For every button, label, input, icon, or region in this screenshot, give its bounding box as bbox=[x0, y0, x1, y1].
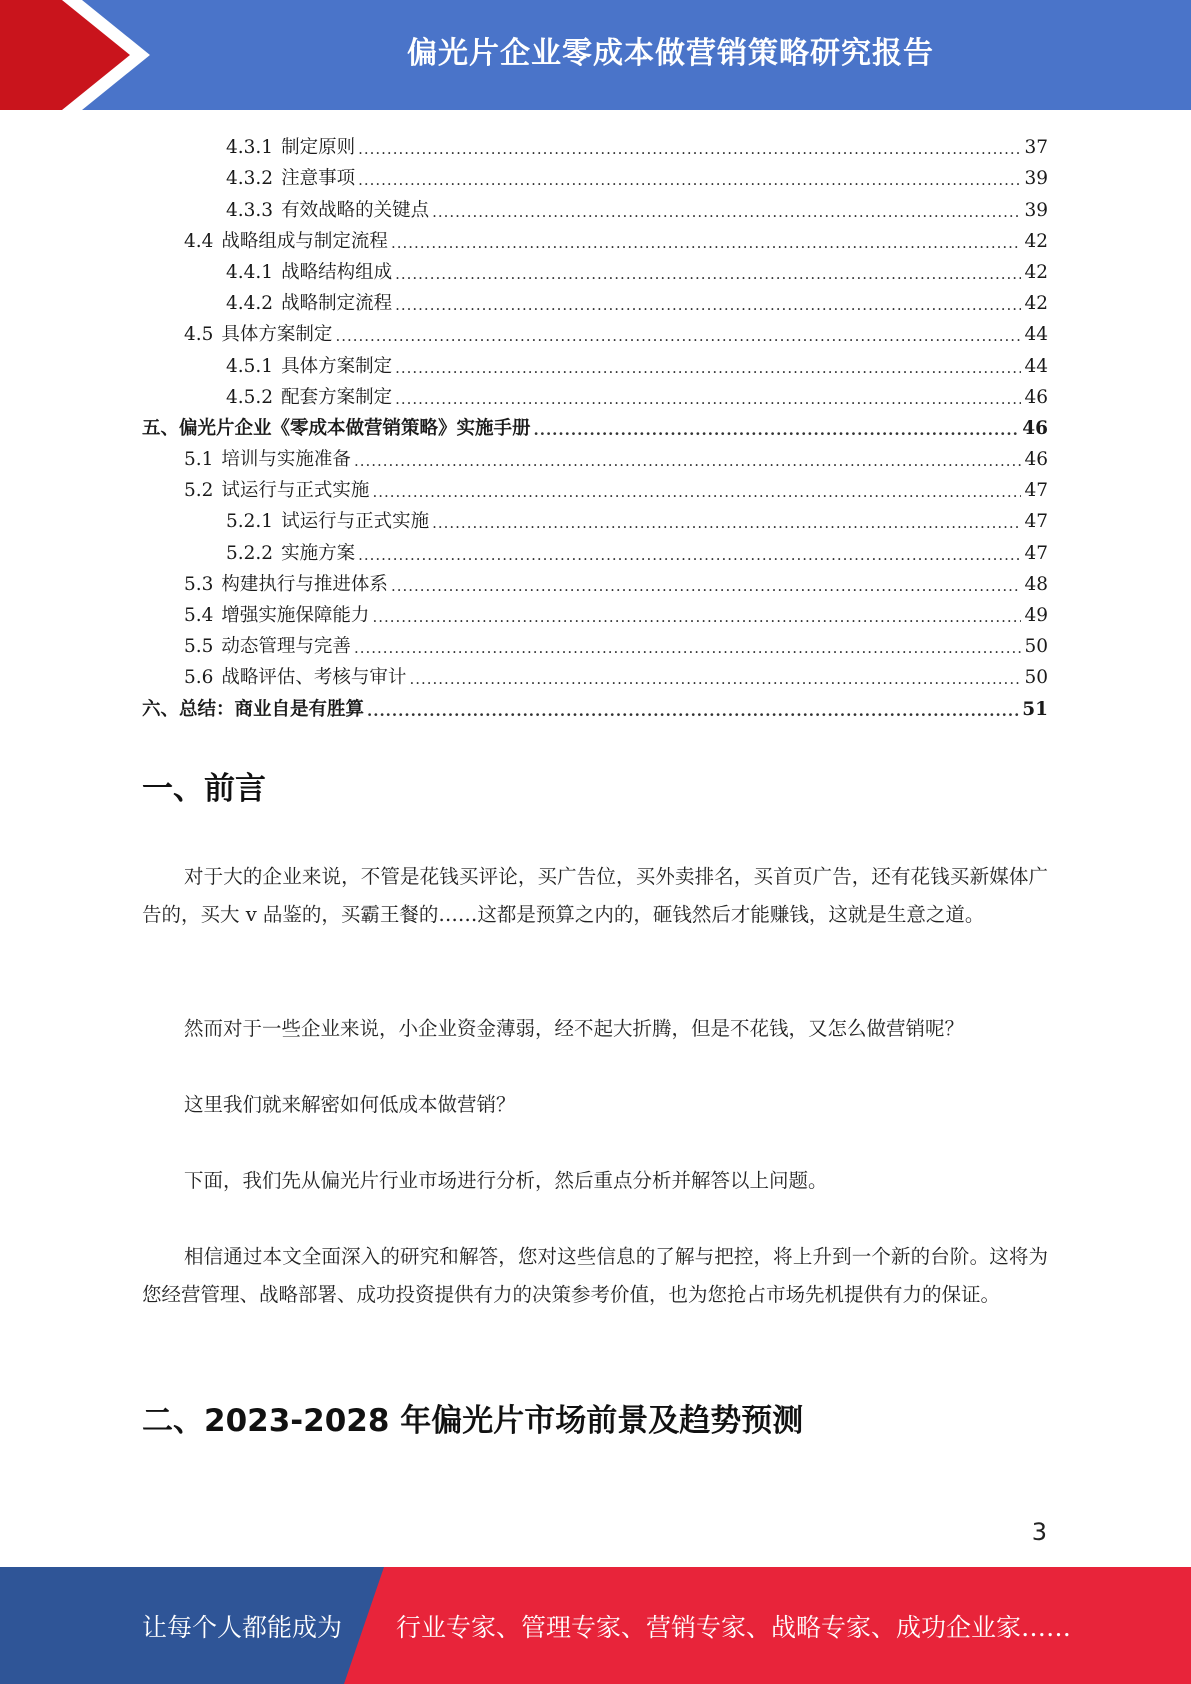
toc-entry-page: 50 bbox=[1024, 667, 1048, 689]
toc-entry-title: 增强实施保障能力 bbox=[221, 605, 370, 626]
toc-entry[interactable] bbox=[142, 159, 1048, 190]
toc-entry-page: 39 bbox=[1024, 168, 1048, 190]
toc-entry-number: 5.2.1 bbox=[226, 511, 274, 533]
toc-entry-page: 47 bbox=[1024, 542, 1048, 564]
toc-entry-title: 具体方案制定 bbox=[281, 355, 393, 377]
toc-entry[interactable] bbox=[142, 627, 1048, 658]
table-of-contents bbox=[142, 128, 1048, 721]
toc-entry-page: 39 bbox=[1024, 199, 1048, 221]
section-heading-preface: 一、前言 bbox=[142, 771, 266, 807]
page-footer bbox=[0, 1567, 1191, 1684]
preface-paragraph-4: 下面，我们先从偏光片行业市场进行分析，然后重点分析并解答以上问题。 bbox=[184, 1169, 828, 1192]
toc-entry-title: 注意事项 bbox=[281, 168, 356, 190]
report-title: 偏光片企业零成本做营销策略研究报告 bbox=[407, 36, 934, 71]
toc-entry[interactable] bbox=[142, 284, 1048, 315]
toc-dot-leader bbox=[354, 451, 1022, 471]
toc-dot-leader bbox=[372, 482, 1021, 502]
toc-entry[interactable] bbox=[142, 658, 1048, 689]
toc-entry[interactable] bbox=[142, 471, 1048, 502]
preface-paragraph-2: 然而对于一些企业来说，小企业资金薄弱，经不起大折腾，但是不花钱，又怎么做营销呢？ bbox=[184, 1017, 965, 1040]
toc-dot-leader bbox=[358, 170, 1021, 190]
toc-dot-leader bbox=[354, 638, 1022, 658]
toc-entry-title: 试运行与正式实施 bbox=[221, 480, 370, 502]
toc-entry-title: 六、总结：商业自是有胜算 bbox=[142, 698, 365, 720]
toc-entry-title: 制定原则 bbox=[281, 137, 356, 159]
toc-entry-number: 5.2.2 bbox=[226, 542, 274, 564]
toc-entry[interactable] bbox=[142, 378, 1048, 409]
toc-entry-number: 5.5 bbox=[184, 636, 214, 658]
toc-entry-title: 有效战略的关键点 bbox=[281, 199, 430, 221]
toc-entry[interactable] bbox=[142, 596, 1048, 627]
toc-entry[interactable] bbox=[142, 315, 1048, 346]
toc-entry-number: 4.3.3 bbox=[226, 199, 274, 221]
toc-entry[interactable] bbox=[142, 502, 1048, 533]
preface-paragraph-1: 对于大的企业来说，不管是花钱买评论，买广告位，买外卖排名，买首页广告，还有花钱买新媒体广告的，买大 v 品鉴的，买霸王餐的……这都是预算之内的，砸钱然后才能赚钱，这就是生意之道。 bbox=[142, 865, 1048, 926]
toc-dot-leader bbox=[391, 576, 1022, 596]
toc-entry-number: 4.5.2 bbox=[226, 386, 274, 408]
toc-dot-leader bbox=[534, 420, 1020, 440]
toc-entry-number: 4.3.1 bbox=[226, 137, 274, 159]
toc-dot-leader bbox=[395, 295, 1021, 315]
toc-entry-page: 48 bbox=[1024, 573, 1048, 595]
toc-entry-page: 42 bbox=[1024, 230, 1048, 252]
toc-entry-page: 46 bbox=[1024, 449, 1048, 471]
toc-entry-number: 4.5.1 bbox=[226, 355, 274, 377]
toc-entry[interactable] bbox=[142, 128, 1048, 159]
toc-entry-title: 构建执行与推进体系 bbox=[221, 573, 388, 595]
toc-entry-page: 42 bbox=[1024, 293, 1048, 315]
toc-entry-title: 动态管理与完善 bbox=[221, 636, 351, 658]
toc-entry-number: 4.4.1 bbox=[226, 261, 274, 283]
toc-dot-leader bbox=[395, 264, 1021, 284]
toc-entry-page: 49 bbox=[1024, 605, 1048, 626]
toc-entry[interactable] bbox=[142, 689, 1048, 720]
toc-entry-page: 47 bbox=[1024, 511, 1048, 533]
toc-entry-title: 实施方案 bbox=[281, 542, 356, 564]
toc-entry-page: 37 bbox=[1024, 137, 1048, 159]
toc-dot-leader bbox=[372, 607, 1021, 627]
toc-entry-number: 5.1 bbox=[184, 449, 214, 471]
toc-entry-title: 具体方案制定 bbox=[221, 324, 333, 346]
preface-paragraph-5: 相信通过本文全面深入的研究和解答，您对这些信息的了解与把控，将上升到一个新的台阶。这将为您经营管理、战略部署、成功投资提供有力的决策参考价值，也为您抢占市场先机提供有力的保证。 bbox=[142, 1245, 1048, 1306]
toc-entry-title: 五、偏光片企业《零成本做营销策略》实施手册 bbox=[142, 417, 531, 439]
toc-entry-number: 4.3.2 bbox=[226, 168, 274, 190]
preface-paragraph-3: 这里我们就来解密如何低成本做营销？ bbox=[184, 1093, 516, 1116]
toc-entry-title: 配套方案制定 bbox=[281, 386, 393, 408]
toc-entry-page: 44 bbox=[1024, 324, 1048, 346]
toc-entry-title: 培训与实施准备 bbox=[221, 449, 351, 471]
toc-entry-page: 51 bbox=[1022, 698, 1048, 720]
toc-entry-page: 44 bbox=[1024, 355, 1048, 377]
toc-dot-leader bbox=[395, 389, 1021, 409]
toc-dot-leader bbox=[432, 513, 1021, 533]
toc-entry-number: 5.3 bbox=[184, 573, 214, 595]
toc-entry-number: 5.6 bbox=[184, 667, 214, 689]
toc-dot-leader bbox=[432, 202, 1021, 222]
toc-dot-leader bbox=[391, 233, 1022, 253]
toc-dot-leader bbox=[367, 701, 1019, 721]
toc-dot-leader bbox=[395, 358, 1021, 378]
toc-dot-leader bbox=[335, 326, 1021, 346]
footer-slogan-right: 行业专家、管理专家、营销专家、战略专家、成功企业家…… bbox=[396, 1612, 1072, 1642]
toc-dot-leader bbox=[358, 545, 1021, 565]
toc-entry-title: 战略结构组成 bbox=[281, 261, 393, 283]
toc-entry-page: 47 bbox=[1024, 480, 1048, 502]
toc-entry[interactable] bbox=[142, 565, 1048, 596]
page-header bbox=[0, 0, 1191, 110]
toc-entry-number: 5.4 bbox=[184, 605, 214, 626]
toc-entry-number: 4.4.2 bbox=[226, 293, 274, 315]
toc-entry[interactable] bbox=[142, 440, 1048, 471]
toc-entry[interactable] bbox=[142, 346, 1048, 377]
toc-entry-number: 4.5 bbox=[184, 324, 214, 346]
toc-entry[interactable] bbox=[142, 190, 1048, 221]
footer-slogan-left: 让每个人都能成为 bbox=[142, 1612, 343, 1642]
toc-entry[interactable] bbox=[142, 409, 1048, 440]
toc-entry-page: 46 bbox=[1024, 386, 1048, 408]
section-heading-market-forecast: 二、2023-2028 年偏光片市场前景及趋势预测 bbox=[142, 1403, 804, 1439]
toc-entry-number: 4.4 bbox=[184, 230, 214, 252]
toc-entry-title: 试运行与正式实施 bbox=[281, 511, 430, 533]
toc-dot-leader bbox=[358, 139, 1021, 159]
toc-entry[interactable] bbox=[142, 253, 1048, 284]
toc-entry-page: 46 bbox=[1022, 417, 1048, 439]
toc-entry-page: 50 bbox=[1024, 636, 1048, 658]
toc-entry-title: 战略组成与制定流程 bbox=[221, 230, 388, 252]
toc-entry-number: 5.2 bbox=[184, 480, 214, 502]
toc-dot-leader bbox=[409, 669, 1021, 689]
toc-entry-page: 42 bbox=[1024, 261, 1048, 283]
toc-entry-title: 战略制定流程 bbox=[281, 293, 393, 315]
toc-entry-title: 战略评估、考核与审计 bbox=[221, 667, 407, 689]
toc-entry[interactable] bbox=[142, 222, 1048, 253]
page-number: 3 bbox=[1031, 1518, 1047, 1546]
toc-entry[interactable] bbox=[142, 533, 1048, 564]
